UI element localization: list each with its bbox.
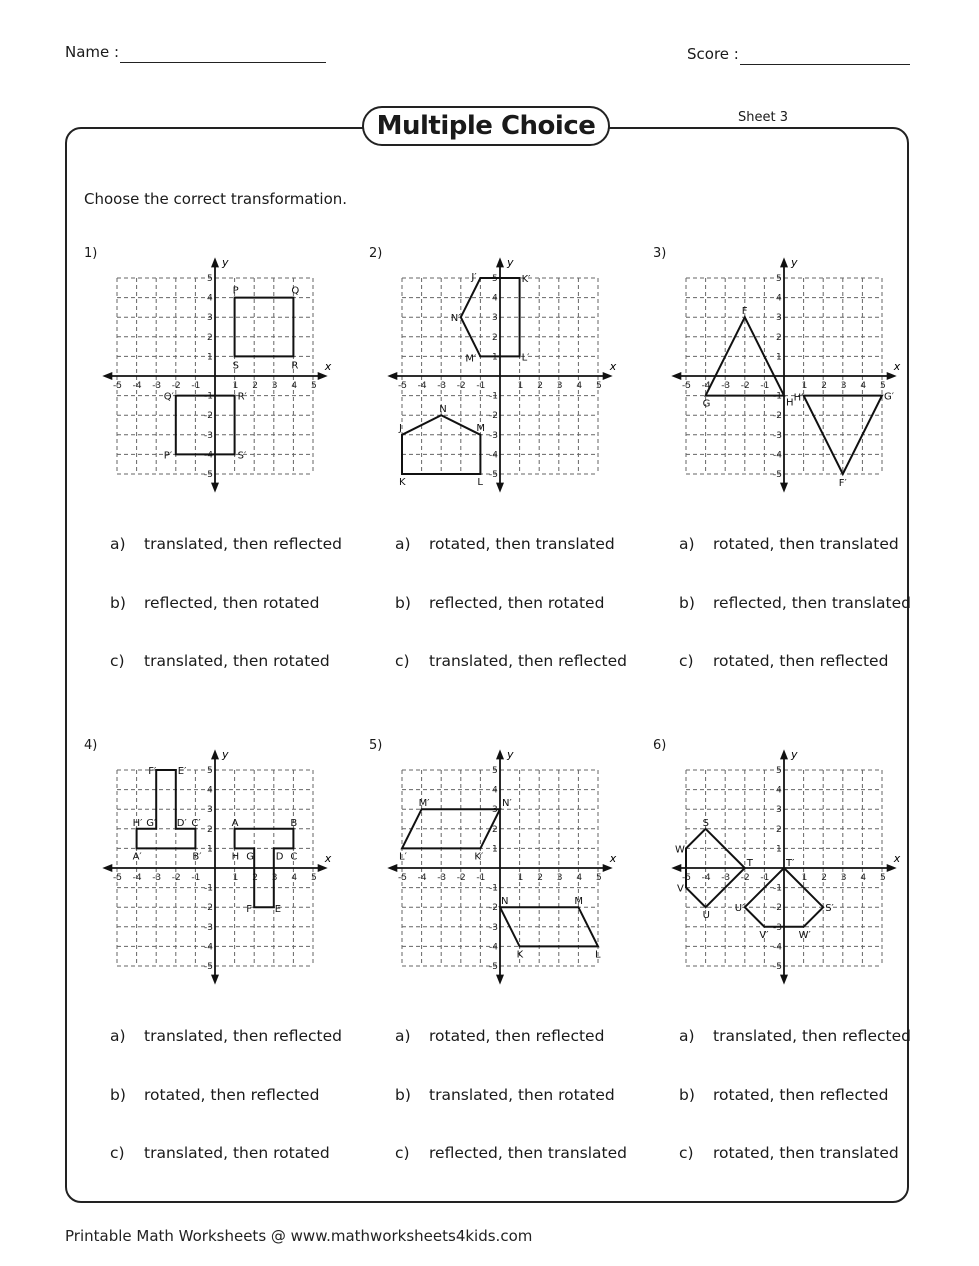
answer-choice-c[interactable] xyxy=(679,1144,899,1162)
svg-text:H′: H′ xyxy=(793,392,804,404)
svg-text:-1: -1 xyxy=(760,873,770,883)
vertex-labels xyxy=(398,272,531,488)
svg-text:2: 2 xyxy=(492,824,498,835)
choice-letter: c) xyxy=(110,1144,125,1162)
svg-text:F′: F′ xyxy=(148,766,157,777)
choice-text: rotated, then reflected xyxy=(713,1085,889,1104)
svg-text:D′: D′ xyxy=(176,817,187,829)
svg-text:y: y xyxy=(222,748,229,762)
svg-text:K: K xyxy=(516,949,524,961)
svg-text:N: N xyxy=(501,896,509,908)
coordinate-graph xyxy=(380,256,620,496)
svg-text:x: x xyxy=(609,852,617,865)
choice-letter: a) xyxy=(395,1027,411,1045)
svg-text:U′: U′ xyxy=(734,903,745,915)
choice-text: reflected, then translated xyxy=(429,1144,627,1162)
svg-text:-3: -3 xyxy=(437,873,447,883)
footer-credit: Printable Math Worksheets @ www.mathworksheets4kids.com xyxy=(65,1227,533,1245)
choice-letter: b) xyxy=(679,1085,695,1104)
choice-text: translated, then rotated xyxy=(144,652,330,670)
coordinate-graph xyxy=(95,256,335,496)
svg-text:-1: -1 xyxy=(773,883,782,894)
svg-text:-3: -3 xyxy=(773,430,782,441)
preimage-shape xyxy=(402,415,480,474)
svg-text:-4: -4 xyxy=(701,381,711,391)
answer-choice-a[interactable] xyxy=(395,535,615,553)
svg-text:4: 4 xyxy=(492,785,498,796)
svg-text:5: 5 xyxy=(776,274,782,284)
svg-text:-1: -1 xyxy=(476,873,486,883)
svg-text:2: 2 xyxy=(776,824,782,835)
svg-text:4: 4 xyxy=(860,381,867,391)
svg-text:V′: V′ xyxy=(759,929,769,941)
svg-text:-2: -2 xyxy=(773,411,782,422)
svg-text:-3: -3 xyxy=(204,922,213,933)
svg-text:x: x xyxy=(609,360,617,373)
svg-text:M′: M′ xyxy=(465,353,477,365)
axes xyxy=(674,260,894,489)
svg-text:-4: -4 xyxy=(132,873,142,883)
choice-text: rotated, then reflected xyxy=(713,652,889,670)
svg-text:-1: -1 xyxy=(489,883,498,894)
coordinate-graph xyxy=(664,748,904,988)
svg-text:-3: -3 xyxy=(152,873,162,883)
image-shape xyxy=(176,396,235,455)
svg-text:-1: -1 xyxy=(191,381,201,391)
svg-text:5: 5 xyxy=(207,766,213,776)
choice-letter: a) xyxy=(395,535,411,553)
svg-text:F′: F′ xyxy=(838,478,847,489)
svg-text:3: 3 xyxy=(271,381,278,391)
svg-text:F: F xyxy=(246,904,252,916)
svg-text:G: G xyxy=(702,398,711,410)
svg-text:-2: -2 xyxy=(740,873,750,883)
svg-text:V: V xyxy=(677,883,684,895)
svg-text:T: T xyxy=(746,858,753,869)
svg-text:4: 4 xyxy=(576,873,583,883)
svg-text:-4: -4 xyxy=(132,381,142,391)
svg-text:5: 5 xyxy=(596,381,602,391)
svg-text:W′: W′ xyxy=(798,929,811,941)
svg-text:C′: C′ xyxy=(191,817,201,829)
svg-text:2: 2 xyxy=(537,381,543,391)
choice-letter: b) xyxy=(110,1085,126,1104)
svg-text:4: 4 xyxy=(291,873,298,883)
svg-text:-3: -3 xyxy=(489,922,498,933)
answer-choice-a[interactable] xyxy=(679,1027,911,1045)
svg-text:-3: -3 xyxy=(204,430,213,441)
svg-text:2: 2 xyxy=(252,873,258,883)
sheet-number: Sheet 3 xyxy=(738,110,788,125)
svg-text:S′: S′ xyxy=(825,903,834,915)
answer-choice-b[interactable] xyxy=(679,594,911,612)
svg-text:2: 2 xyxy=(207,824,213,835)
svg-text:G: G xyxy=(246,851,254,863)
svg-text:2: 2 xyxy=(821,381,827,391)
svg-text:3: 3 xyxy=(776,805,782,816)
svg-text:3: 3 xyxy=(840,873,847,883)
svg-text:H: H xyxy=(786,397,794,409)
svg-text:5: 5 xyxy=(596,873,602,883)
svg-text:S′: S′ xyxy=(237,450,247,462)
svg-text:W: W xyxy=(675,844,685,856)
answer-choice-c[interactable] xyxy=(395,1144,627,1162)
choice-letter: c) xyxy=(110,652,125,670)
svg-text:H: H xyxy=(231,851,240,863)
svg-text:y: y xyxy=(507,256,514,270)
svg-text:G′: G′ xyxy=(146,817,157,829)
svg-text:1: 1 xyxy=(492,352,498,363)
svg-text:4: 4 xyxy=(492,293,498,304)
svg-text:H′: H′ xyxy=(132,817,143,829)
answer-choice-a[interactable] xyxy=(395,1027,604,1045)
svg-text:E: E xyxy=(274,904,282,916)
answer-choice-a[interactable] xyxy=(110,535,342,553)
svg-text:x: x xyxy=(893,360,901,373)
choice-text: reflected, then translated xyxy=(713,593,911,612)
problem-number: 1) xyxy=(84,246,98,261)
choice-text: translated, then reflected xyxy=(713,1027,911,1045)
svg-text:1: 1 xyxy=(207,844,213,855)
svg-text:3: 3 xyxy=(271,873,278,883)
svg-text:-3: -3 xyxy=(489,430,498,441)
answer-choice-c[interactable] xyxy=(679,652,888,670)
coordinate-graph xyxy=(380,748,620,988)
svg-text:N: N xyxy=(439,404,447,416)
svg-text:1: 1 xyxy=(517,873,524,883)
svg-text:-5: -5 xyxy=(113,381,122,391)
svg-text:K′: K′ xyxy=(474,851,484,863)
choice-letter: b) xyxy=(110,593,126,612)
svg-text:P′: P′ xyxy=(163,450,173,462)
choice-letter: b) xyxy=(679,593,695,612)
svg-text:2: 2 xyxy=(821,873,827,883)
choice-text: rotated, then translated xyxy=(429,535,615,553)
svg-text:1: 1 xyxy=(207,352,213,363)
svg-text:M′: M′ xyxy=(418,798,430,810)
svg-text:C: C xyxy=(290,851,298,863)
svg-text:K: K xyxy=(399,477,406,488)
name-label: Name : xyxy=(65,43,120,61)
svg-text:R′: R′ xyxy=(237,391,247,403)
coordinate-graph xyxy=(664,256,904,496)
svg-text:L: L xyxy=(477,477,483,488)
svg-text:3: 3 xyxy=(207,313,213,324)
svg-text:-4: -4 xyxy=(773,942,782,953)
instructions: Choose the correct transformation. xyxy=(84,190,348,208)
name-field[interactable] xyxy=(120,62,326,63)
svg-text:T′: T′ xyxy=(786,858,795,869)
choice-letter: a) xyxy=(110,535,126,553)
answer-choice-a[interactable] xyxy=(110,1027,342,1045)
axes xyxy=(105,752,325,981)
svg-text:y: y xyxy=(791,748,798,762)
svg-text:-5: -5 xyxy=(113,873,122,883)
svg-text:A: A xyxy=(231,817,239,829)
svg-text:-4: -4 xyxy=(489,450,498,461)
answer-choice-c[interactable] xyxy=(110,1144,330,1162)
svg-text:-2: -2 xyxy=(456,873,466,883)
choice-letter: c) xyxy=(395,652,410,670)
choice-text: translated, then rotated xyxy=(144,1144,330,1162)
answer-choice-c[interactable] xyxy=(110,652,330,670)
svg-text:1: 1 xyxy=(517,381,524,391)
svg-text:x: x xyxy=(324,360,332,373)
svg-text:x: x xyxy=(893,852,901,865)
svg-text:5: 5 xyxy=(311,381,317,391)
svg-text:-1: -1 xyxy=(476,381,486,391)
svg-text:-1: -1 xyxy=(191,873,201,883)
svg-text:1: 1 xyxy=(232,873,239,883)
svg-text:E′: E′ xyxy=(177,766,187,777)
problem-number: 5) xyxy=(369,738,383,753)
svg-text:-5: -5 xyxy=(489,962,498,972)
svg-text:U: U xyxy=(702,910,710,922)
svg-text:-2: -2 xyxy=(171,873,181,883)
choice-text: rotated, then reflected xyxy=(429,1027,605,1045)
svg-text:1: 1 xyxy=(776,352,782,363)
svg-text:2: 2 xyxy=(537,873,543,883)
svg-text:-3: -3 xyxy=(152,381,162,391)
svg-text:3: 3 xyxy=(556,381,563,391)
svg-text:4: 4 xyxy=(776,785,782,796)
choice-text: translated, then reflected xyxy=(144,1027,342,1045)
svg-text:-4: -4 xyxy=(489,942,498,953)
svg-text:-1: -1 xyxy=(773,391,782,402)
answer-choice-b[interactable] xyxy=(110,1086,319,1104)
vertex-labels xyxy=(703,306,895,489)
answer-choice-a[interactable] xyxy=(679,535,899,553)
svg-text:3: 3 xyxy=(492,805,498,816)
svg-text:K′: K′ xyxy=(521,274,531,285)
svg-text:-5: -5 xyxy=(682,873,691,883)
worksheet-title-text: Multiple Choice xyxy=(376,111,596,141)
choice-letter: a) xyxy=(110,1027,126,1045)
svg-text:-4: -4 xyxy=(204,942,213,953)
svg-text:J: J xyxy=(399,422,402,434)
svg-text:2: 2 xyxy=(207,332,213,343)
svg-text:5: 5 xyxy=(880,381,886,391)
svg-text:-5: -5 xyxy=(398,381,407,391)
choice-letter: a) xyxy=(679,535,695,553)
svg-text:5: 5 xyxy=(880,873,886,883)
svg-text:M: M xyxy=(574,896,584,908)
choice-letter: c) xyxy=(679,1144,694,1162)
svg-text:3: 3 xyxy=(492,313,498,324)
svg-text:-4: -4 xyxy=(204,450,213,461)
svg-text:4: 4 xyxy=(776,293,782,304)
choice-letter: c) xyxy=(395,1144,410,1162)
svg-text:L: L xyxy=(595,949,601,961)
svg-text:N′: N′ xyxy=(502,798,512,810)
svg-text:5: 5 xyxy=(311,873,317,883)
svg-text:3: 3 xyxy=(776,313,782,324)
svg-text:-4: -4 xyxy=(701,873,711,883)
svg-text:3: 3 xyxy=(840,381,847,391)
svg-text:N′: N′ xyxy=(450,313,461,325)
svg-text:A′: A′ xyxy=(132,851,142,863)
choice-text: rotated, then translated xyxy=(713,535,899,553)
svg-text:S: S xyxy=(232,360,239,372)
svg-text:-3: -3 xyxy=(437,381,447,391)
svg-text:L′: L′ xyxy=(399,851,407,863)
choice-text: translated, then reflected xyxy=(144,535,342,553)
svg-text:1: 1 xyxy=(801,873,808,883)
choice-letter: b) xyxy=(395,593,411,612)
svg-text:-5: -5 xyxy=(773,962,782,972)
svg-text:4: 4 xyxy=(207,293,213,304)
svg-text:S: S xyxy=(702,817,709,829)
svg-text:1: 1 xyxy=(232,381,239,391)
svg-text:3: 3 xyxy=(556,873,563,883)
svg-text:-3: -3 xyxy=(773,922,782,933)
choice-text: reflected, then rotated xyxy=(144,593,320,612)
svg-text:-5: -5 xyxy=(204,470,213,480)
svg-text:-1: -1 xyxy=(760,381,770,391)
svg-text:-2: -2 xyxy=(489,411,498,422)
svg-text:-1: -1 xyxy=(204,883,213,894)
svg-text:Q′: Q′ xyxy=(163,391,174,403)
choice-letter: a) xyxy=(679,1027,695,1045)
svg-text:-4: -4 xyxy=(417,873,427,883)
svg-text:-4: -4 xyxy=(417,381,427,391)
svg-text:-3: -3 xyxy=(721,873,731,883)
svg-text:F: F xyxy=(741,306,748,318)
svg-text:D: D xyxy=(275,851,284,863)
svg-text:5: 5 xyxy=(492,766,498,776)
svg-text:P: P xyxy=(232,285,239,297)
svg-text:3: 3 xyxy=(207,805,213,816)
coordinate-graph xyxy=(95,748,335,988)
svg-text:-2: -2 xyxy=(171,381,181,391)
svg-text:4: 4 xyxy=(860,873,867,883)
svg-text:-3: -3 xyxy=(721,381,731,391)
svg-text:-4: -4 xyxy=(773,450,782,461)
score-label: Score : xyxy=(687,45,739,63)
choice-text: reflected, then rotated xyxy=(429,593,605,612)
svg-text:2: 2 xyxy=(252,381,258,391)
svg-text:L′: L′ xyxy=(521,352,530,364)
preimage-shape xyxy=(235,298,294,357)
choice-letter: c) xyxy=(679,652,694,670)
choice-text: rotated, then reflected xyxy=(144,1085,320,1104)
svg-text:-2: -2 xyxy=(204,903,213,914)
svg-text:-5: -5 xyxy=(773,470,782,480)
svg-text:5: 5 xyxy=(207,274,213,284)
svg-text:-5: -5 xyxy=(682,381,691,391)
svg-text:Q: Q xyxy=(291,285,300,297)
svg-text:-5: -5 xyxy=(489,470,498,480)
choice-text: rotated, then translated xyxy=(713,1144,899,1162)
worksheet-title xyxy=(362,106,610,146)
svg-text:-1: -1 xyxy=(489,391,498,402)
choice-text: translated, then reflected xyxy=(429,652,627,670)
svg-text:-5: -5 xyxy=(398,873,407,883)
svg-text:-2: -2 xyxy=(489,903,498,914)
svg-text:4: 4 xyxy=(207,785,213,796)
svg-text:5: 5 xyxy=(776,766,782,776)
axes xyxy=(390,260,610,489)
answer-choice-b[interactable] xyxy=(395,1086,615,1104)
svg-text:2: 2 xyxy=(492,332,498,343)
svg-text:-2: -2 xyxy=(773,903,782,914)
svg-text:-5: -5 xyxy=(204,962,213,972)
score-field[interactable] xyxy=(740,64,910,65)
svg-text:M: M xyxy=(476,422,486,434)
svg-text:B′: B′ xyxy=(192,851,202,863)
svg-text:-2: -2 xyxy=(456,381,466,391)
svg-text:x: x xyxy=(324,852,332,865)
svg-text:5: 5 xyxy=(492,274,498,284)
problem-number: 2) xyxy=(369,246,383,261)
svg-text:B: B xyxy=(290,817,298,829)
answer-choice-c[interactable] xyxy=(395,652,627,670)
svg-text:-1: -1 xyxy=(204,391,213,402)
svg-text:y: y xyxy=(791,256,798,270)
answer-choice-b[interactable] xyxy=(110,594,319,612)
svg-text:2: 2 xyxy=(776,332,782,343)
svg-text:R: R xyxy=(291,360,299,372)
svg-text:G′: G′ xyxy=(884,391,895,403)
svg-text:J′: J′ xyxy=(471,272,477,283)
svg-text:1: 1 xyxy=(492,844,498,855)
answer-choice-b[interactable] xyxy=(395,594,604,612)
svg-text:4: 4 xyxy=(576,381,583,391)
problem-number: 4) xyxy=(84,738,98,753)
answer-choice-b[interactable] xyxy=(679,1086,888,1104)
svg-text:1: 1 xyxy=(776,844,782,855)
choice-letter: b) xyxy=(395,1085,411,1104)
svg-text:y: y xyxy=(507,748,514,762)
problem-number: 3) xyxy=(653,246,667,261)
svg-text:4: 4 xyxy=(291,381,298,391)
svg-text:-2: -2 xyxy=(204,411,213,422)
svg-text:-2: -2 xyxy=(740,381,750,391)
svg-text:1: 1 xyxy=(801,381,808,391)
problem-number: 6) xyxy=(653,738,667,753)
svg-text:y: y xyxy=(222,256,229,270)
choice-text: translated, then rotated xyxy=(429,1085,615,1104)
